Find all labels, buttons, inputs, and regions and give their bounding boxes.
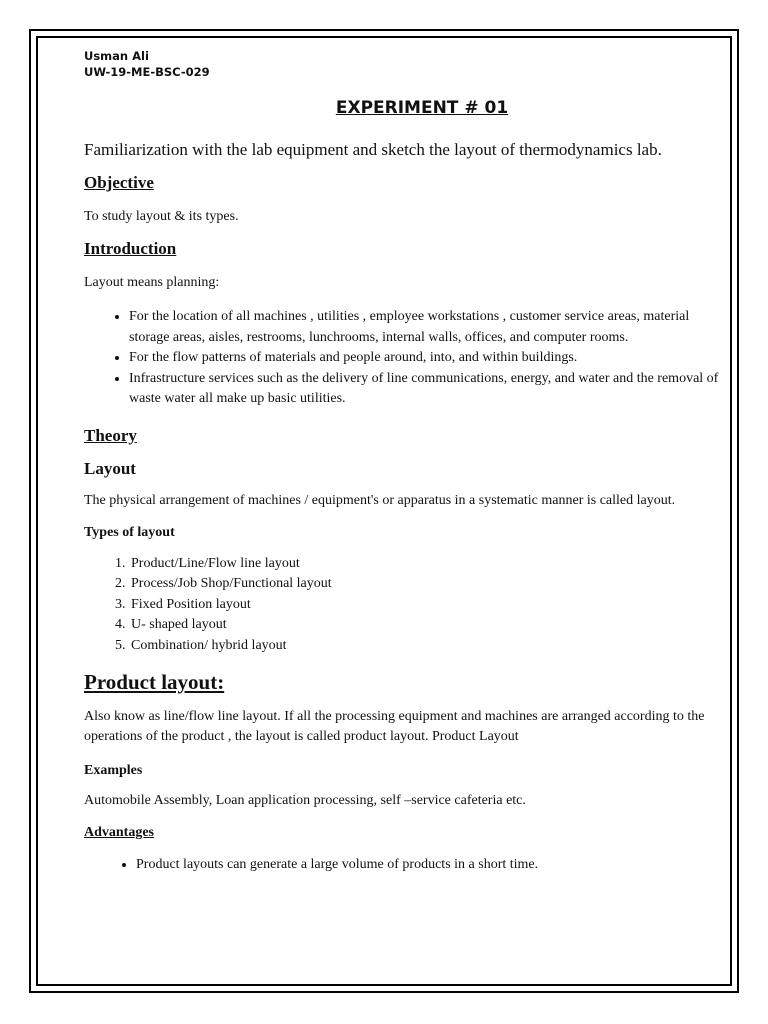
- experiment-title: EXPERIMENT # 01: [335, 98, 509, 118]
- types-list: [84, 554, 724, 657]
- list-item: 5. Combination/ hybrid layout: [129, 636, 724, 657]
- author-reg-no: UW-19-ME-BSC-029: [84, 65, 210, 79]
- list-item: • For the location of all machines , utilities , employee workstations , customer service areas, material storage areas, aisles, restrooms, lunchrooms, internal walls, offices, and computer rooms.: [129, 307, 724, 348]
- list-item: • For the flow patterns of materials and people around, into, and within buildings.: [129, 348, 724, 369]
- list-item: 1. Product/Line/Flow line layout: [129, 554, 724, 575]
- introduction-list: [84, 307, 724, 410]
- product-layout-heading: Product layout:: [84, 670, 225, 694]
- introduction-text: Layout means planning:: [84, 275, 220, 290]
- author-block: [84, 48, 724, 80]
- list-item: • Product layouts can generate a large volume of products in a short time.: [136, 855, 724, 876]
- theory-heading: Theory: [84, 425, 137, 445]
- list-item: • Infrastructure services such as the delivery of line communications, energy, and water and the removal of waste water all make up basic utilities.: [129, 369, 724, 410]
- layout-definition: The physical arrangement of machines / equipment's or apparatus in a systematic manner is called layout.: [84, 492, 676, 508]
- advantages-list: [84, 855, 724, 876]
- objective-heading: Objective: [84, 173, 154, 192]
- author-name: Usman Ali: [84, 49, 149, 63]
- list-item: 3. Fixed Position layout: [129, 595, 724, 616]
- list-item: 4. U- shaped layout: [129, 615, 724, 636]
- product-layout-text: Also know as line/flow line layout. If all the processing equipment and machines are arranged according to the operations of the product , the layout is called product layout. Product Layout: [84, 709, 705, 744]
- layout-heading: Layout: [84, 458, 136, 478]
- advantages-heading: Advantages: [84, 825, 155, 840]
- objective-text: To study layout & its types.: [84, 209, 239, 224]
- examples-heading: Examples: [84, 763, 143, 778]
- list-item: 2. Process/Job Shop/Functional layout: [129, 574, 724, 595]
- introduction-heading: Introduction: [84, 239, 177, 258]
- document-content: [84, 48, 724, 876]
- experiment-subtitle: Familiarization with the lab equipment and sketch the layout of thermodynamics lab.: [84, 140, 662, 159]
- examples-text: Automobile Assembly, Loan application processing, self –service cafeteria etc.: [84, 793, 526, 808]
- types-heading: Types of layout: [84, 524, 175, 540]
